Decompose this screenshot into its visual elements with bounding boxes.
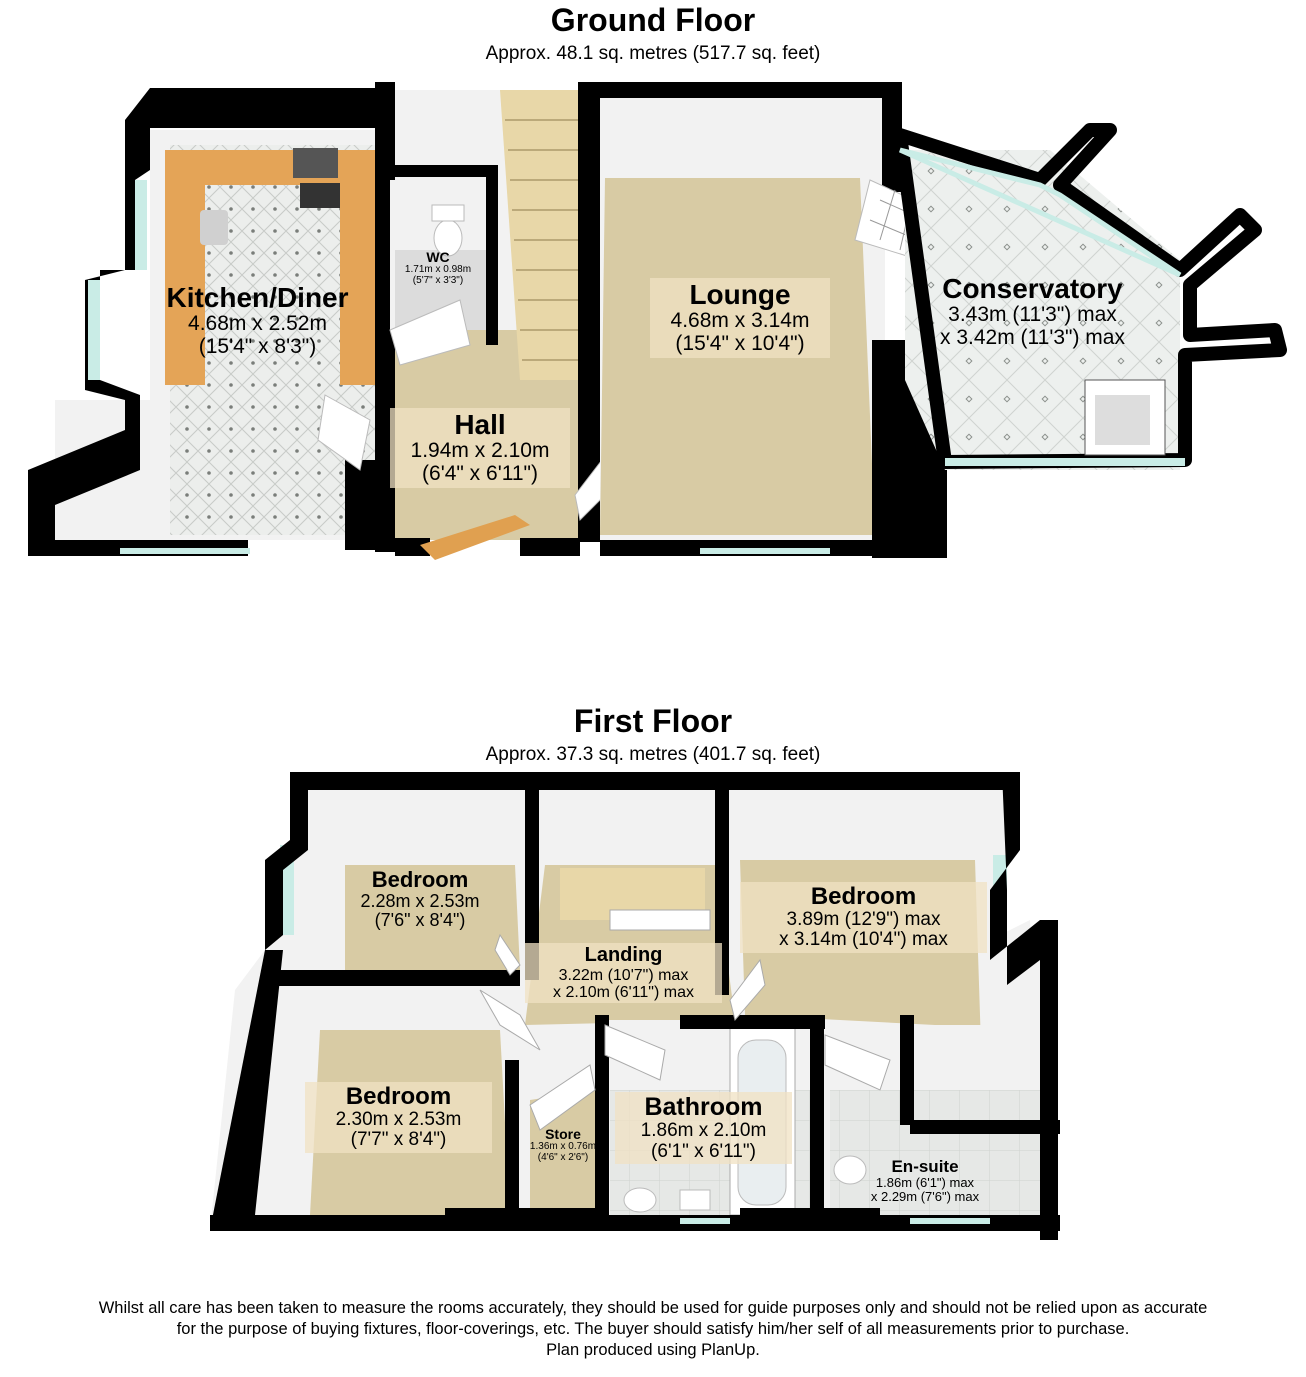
kitchen-diner-label xyxy=(140,283,375,359)
bathroom-window xyxy=(680,1218,730,1224)
room-name: Lounge xyxy=(689,279,791,310)
room-dims-imperial: (5'7" x 3'3") xyxy=(412,274,464,286)
room-dims-imperial: (4'6" x 2'6") xyxy=(537,1151,589,1163)
room-name: WC xyxy=(426,249,450,265)
disclaimer-line-2: for the purpose of buying fixtures, floor-coverings, etc. The buyer should satisfy him/her self of all measurements prior to purchase. xyxy=(176,1320,1130,1338)
bedroom-3-label xyxy=(305,1082,492,1153)
room-dims-imperial: x 2.10m (6'11") max xyxy=(553,983,694,1001)
room-dims: 1.94m x 2.10m xyxy=(410,439,550,463)
room-dims-imperial: (6'4" x 6'11") xyxy=(422,461,538,485)
room-name: En-suite xyxy=(891,1157,959,1176)
room-dims-imperial: x 3.42m (11'3") max xyxy=(940,325,1125,349)
room-dims: 3.43m (11'3") max xyxy=(948,303,1117,327)
room-name: Hall xyxy=(454,409,506,440)
room-dims: 2.28m x 2.53m xyxy=(360,890,480,911)
room-dims: 3.89m (12'9") max xyxy=(786,908,941,930)
room-name: Kitchen/Diner xyxy=(166,282,349,313)
first-floor-area: Approx. 37.3 sq. metres (401.7 sq. feet) xyxy=(485,744,821,765)
landing-label xyxy=(525,943,722,1003)
conservatory-label xyxy=(905,274,1160,350)
first-floor-title: First Floor xyxy=(573,703,733,739)
room-dims: 1.71m x 0.98m xyxy=(404,264,472,276)
room-name: Conservatory xyxy=(942,273,1123,304)
en-suite-label xyxy=(850,1158,1000,1204)
room-dims: 1.86m (6'1") max xyxy=(875,1175,975,1191)
room-name: Landing xyxy=(584,944,663,966)
en-suite-window xyxy=(910,1218,990,1224)
room-dims: 4.68m x 2.52m xyxy=(188,312,327,336)
room-dims: 1.36m x 0.76m xyxy=(529,1141,597,1153)
room-dims: 2.30m x 2.53m xyxy=(335,1108,462,1130)
hall-label xyxy=(390,408,570,488)
room-dims-imperial: (7'7" x 8'4") xyxy=(350,1129,447,1151)
room-dims: 4.68m x 3.14m xyxy=(670,309,810,333)
room-name: Store xyxy=(545,1126,581,1142)
room-dims-imperial: (15'4" x 8'3") xyxy=(198,334,317,358)
disclaimer xyxy=(0,1298,1306,1361)
bedroom-2-label xyxy=(740,882,987,953)
room-name: Bedroom xyxy=(345,1083,452,1110)
ground-floor-title: Ground Floor xyxy=(550,2,756,38)
store-label xyxy=(517,1127,609,1164)
room-dims: 1.86m x 2.10m xyxy=(640,1120,767,1141)
room-dims-imperial: x 3.14m (10'4") max xyxy=(779,929,948,951)
room-dims-imperial: (6'1" x 6'11") xyxy=(651,1140,756,1162)
disclaimer-line-1: Whilst all care has been taken to measure the rooms accurately, they should be used for guide purposes only and should not be relied upon as accurate xyxy=(98,1299,1208,1317)
room-name: Bedroom xyxy=(810,883,917,910)
room-dims: 3.22m (10'7") max xyxy=(558,966,689,984)
room-dims-imperial: x 2.29m (7'6") max xyxy=(870,1189,980,1205)
disclaimer-line-3: Plan produced using PlanUp. xyxy=(546,1341,760,1359)
room-dims-imperial: (7'6" x 8'4") xyxy=(374,910,466,931)
bedroom-1-label xyxy=(330,868,510,931)
wc-label xyxy=(388,250,488,287)
room-name: Bathroom xyxy=(644,1093,763,1121)
lounge-label xyxy=(650,278,830,358)
bathroom-label xyxy=(615,1092,792,1164)
room-name: Bedroom xyxy=(371,867,469,892)
ground-floor-area: Approx. 48.1 sq. metres (517.7 sq. feet) xyxy=(485,43,821,64)
room-dims-imperial: (15'4" x 10'4") xyxy=(675,331,805,355)
